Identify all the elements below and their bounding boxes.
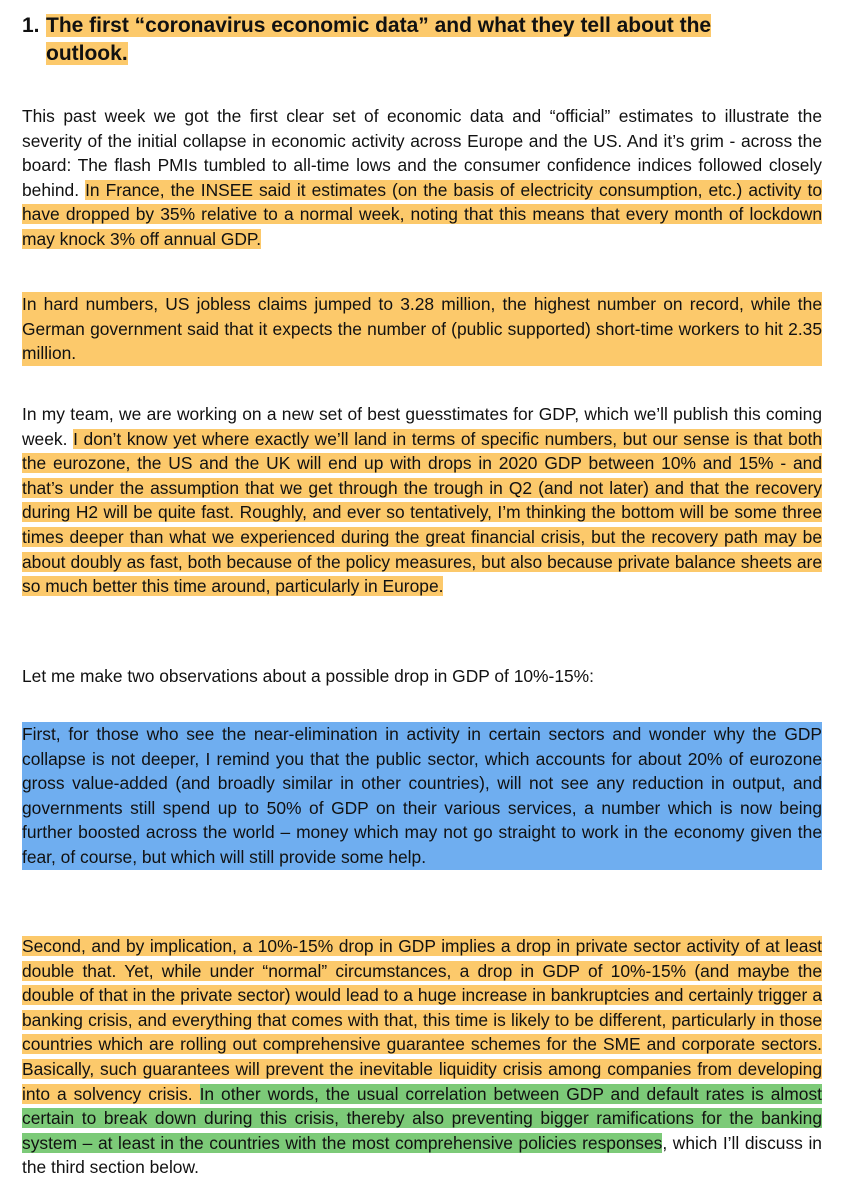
paragraph-5: [22, 722, 822, 870]
section-number: 1.: [22, 14, 40, 37]
section-title-line1: The first “coronavirus economic data” and what they tell about the: [46, 14, 712, 37]
paragraph-6-highlight: Second, and by implication, a 10%-15% drop in GDP implies a drop in private sector activity of at least double that. Yet, while under “normal” circumstances, a drop in GDP of 10%-15% (and maybe the double of that in the private sector) would lead to a huge increase in bankruptcies and certainly trigger a banking crisis, and everything that comes with that, this time is likely to be different, particularly in those countries which are rolling out comprehensive guarantee schemes for the SME and corporate sectors. Basically, such guarantees will prevent the inevitable liquidity crisis among companies from developing into a solvency crisis.: [22, 936, 822, 1104]
section-heading: [22, 12, 822, 68]
paragraph-2: [22, 292, 822, 366]
paragraph-2-highlight: In hard numbers, US jobless claims jumped to 3.28 million, the highest number on record, while the German government said that it expects the number of (public supported) short-time workers to hit 2.35 million.: [22, 294, 822, 364]
paragraph-6: [22, 934, 822, 1180]
paragraph-1-highlight: In France, the INSEE said it estimates (on the basis of electricity consumption, etc.) activity to have dropped by 35% relative to a normal week, noting that this means that every month of lockdown may knock 3% off annual GDP.: [22, 179, 822, 249]
paragraph-1-text: This past week we got the first clear set of economic data and “official” estimates to illustrate the severity of the initial collapse in economic activity across Europe and the US. And it’s grim - across the board: The flash PMIs tumbled to all-time lows and the consumer confidence indices followed closely behind.: [22, 106, 822, 200]
paragraph-3: [22, 402, 822, 599]
paragraph-5-highlight: First, for those who see the near-elimination in activity in certain sectors and wonder why the GDP collapse is not deeper, I remind you that the public sector, which accounts for about 20% of eurozone gross value-added (and broadly similar in other countries), will not see any reduction in output, and governments still spend up to 50% of GDP on their various services, a number which is now being further boosted across the world – money which may not go straight to work in the economy given the fear, of course, but which will still provide some help.: [22, 724, 822, 867]
paragraph-3-text: In my team, we are working on a new set of best guesstimates for GDP, which we’ll publish this coming week.: [22, 404, 822, 449]
paragraph-6-green-highlight: In other words, the usual correlation between GDP and default rates is almost certain to break down during this crisis, thereby also preventing bigger ramifications for the banking system – at least in the countries with the most comprehensive policies responses: [22, 1083, 822, 1153]
paragraph-4: [22, 664, 822, 689]
section-title-line2: outlook.: [46, 42, 128, 65]
paragraph-4-text: Let me make two observations about a possible drop in GDP of 10%-15%:: [22, 666, 594, 686]
paragraph-3-highlight: I don’t know yet where exactly we’ll land in terms of specific numbers, but our sense is that both the eurozone, the US and the UK will end up with drops in 2020 GDP between 10% and 15% - and that’s under the assumption that we get through the trough in Q2 (and not later) and that the recovery during H2 will be quite fast. Roughly, and ever so tentatively, I’m thinking the bottom will be some three times deeper than what we experienced during the great financial crisis, but the recovery path may be about doubly as fast, both because of the policy measures, but also because private balance sheets are so much better this time around, particularly in Europe.: [22, 428, 822, 597]
paragraph-6-text: , which I’ll discuss in the third section below.: [22, 1132, 822, 1178]
paragraph-1: [22, 104, 822, 252]
